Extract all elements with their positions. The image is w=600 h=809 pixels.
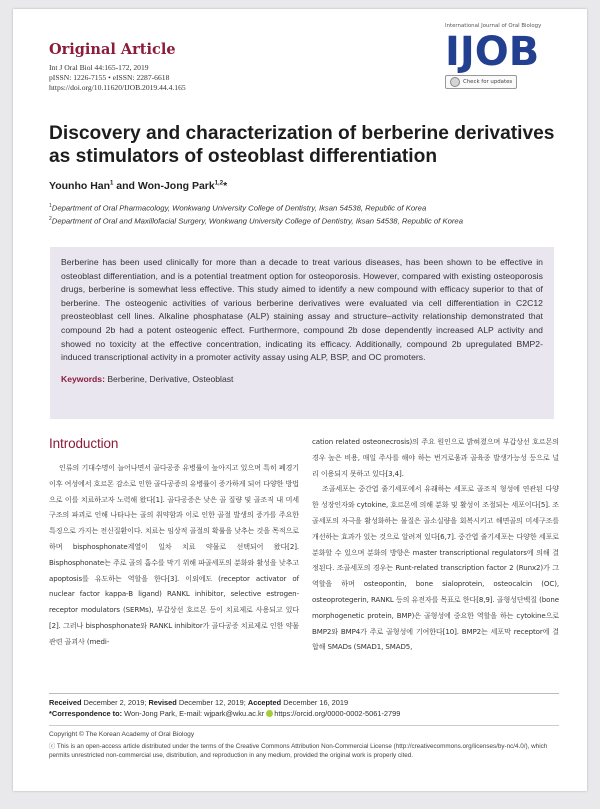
affiliations <box>49 201 569 226</box>
body-column-right <box>312 434 559 655</box>
article-header <box>49 41 186 93</box>
affiliation-item <box>49 214 569 227</box>
citation-meta <box>49 63 186 93</box>
journal-name: International Journal of Oral Biology <box>445 23 542 29</box>
affiliation-text: Department of Oral Pharmacology, Wonkwang University College of Dentistry, Iksan 54538, Republic of Korea <box>51 203 427 213</box>
orcid-link[interactable]: https://orcid.org/0000-0002-5061-2799 <box>274 708 401 718</box>
revised-date: December 12, 2019; <box>176 698 248 707</box>
paragraph: 인류의 기대수명이 늘어나면서 골다공증 유병률이 높아지고 있으며 특히 폐경기 이후 여성에서 호르몬 감소로 인한 골다공증의 유병률이 증가하게 되어 다양한 방법으로 이를 치료하고자 노력해 왔다[1]. 골다공증은 낮은 골 질량 및 골조직 내 미세구조의 파괴로 인해 나타나는 골의 취약함과 이로 인한 골절 발생의 증가를 주요한 특징으로 가지는 전신질환이다. 치료는 임상적 골절의 확률을 낮추는 것을 목적으로 하며 bisphosphonate계열이 일차 치료 약물로 선택되어 왔다[2]. Bisphosphonate는 주로 골의 흡수를 막기 위해 파골세포의 분화와 활성을 낮추고 apoptosis를 유도하는 역할을 한다[3]. 이외에도 (receptor activator of nuclear factor kappa-B ligand) RANKL inhibitor, selective estrogen-receptor modulators (SERMs), 부갑상선 호르몬 등이 치료제로 사용되고 있다[2]. 그러나 bisphosphonate와 RANKL inhibitor가 골다공증 치료제로 인한 약물 관련 골괴사 (medi- <box>49 463 299 646</box>
article-footer <box>49 693 559 760</box>
keywords <box>61 374 543 384</box>
author-conjunction: and <box>113 180 138 192</box>
author-name: Won-Jong Park <box>137 180 215 192</box>
dates-line <box>49 698 559 709</box>
author-affil-sup: 1 <box>110 180 114 187</box>
copyright: Copyright © The Korean Academy of Oral Biology <box>49 731 195 738</box>
corresponding-mark: * <box>223 180 228 192</box>
check-updates-button[interactable] <box>445 75 517 89</box>
received-label: Received <box>49 698 82 707</box>
check-updates-label: Check for updates <box>463 79 513 85</box>
accepted-date: December 16, 2019 <box>281 698 349 707</box>
accepted-label: Accepted <box>247 698 282 707</box>
affiliation-sup: 1 <box>49 203 52 209</box>
section-heading: Introduction <box>49 436 119 451</box>
doi-link[interactable]: https://doi.org/10.11620/IJOB.2019.44.4.165 <box>49 83 186 92</box>
article-page <box>13 9 587 791</box>
journal-logo: IJOB <box>445 29 540 75</box>
paragraph: cation related osteonecrosis)의 주요 원인으로 밝혀졌으며 부갑상선 호르몬의 경우 높은 비용, 매일 주사를 해야 하는 번거로움과 골육종 발생가능성 등으로 널리 이용되지 못하고 있다[3,4]. <box>312 437 559 478</box>
author-name: Younho Han <box>49 180 111 192</box>
license-block <box>49 725 559 760</box>
correspondence-line <box>49 709 559 720</box>
citation: Int J Oral Biol 44:165-172, 2019 <box>49 63 149 72</box>
body-column-left <box>49 434 299 650</box>
article-type-label: Original Article <box>49 41 176 58</box>
affiliation-item <box>49 201 569 214</box>
paragraph: 조골세포는 중간엽 줄기세포에서 유래하는 세포로 골조직 형성에 연관된 다양한 성장인자와 cytokine, 호르몬에 의해 분화 및 활성이 조절되는 세포이다[5]. 조골세포의 자극을 활성화하는 물질은 골소실량을 회복시키고 해면골의 미세구조를 개선하는 효과가 있는 것으로 알려져 있다[6,7]. 중간엽 줄기세포는 다양한 세포로 분화할 수 있으며 분화의 방향은 master transcriptional regulators에 의해 결정된다. 조골세포의 경우는 Runt-related transcription factor 2 (Runx2)가 그 역할을 하며 osteopontin, bone sialoprotein, osteocalcin (OC), osteoprotegerin, RANKL 등의 유전자를 목표로 한다[8,9]. 골형성단백질 (bone morphogenetic protein, BMP)은 골형성에 중요한 역할을 하는 cytokine으로 BMP2와 BMP4가 주로 골형성에 기여한다[10]. BMP2는 세포막 receptor에 결합해 SMADs (SMAD1, SMAD5, <box>312 484 559 652</box>
keywords-list: Berberine, Derivative, Osteoblast <box>104 373 234 384</box>
affiliation-text: Department of Oral and Maxillofacial Surgery, Wonkwang University College of Dentistry, Iksan 54538, Republic of Korea <box>51 216 463 226</box>
correspondence-text: Won-Jong Park, E-mail: wjpark@wku.ac.kr <box>122 708 265 718</box>
article-title: Discovery and characterization of berberine derivatives as stimulators of osteoblast differentiation <box>49 123 555 167</box>
received-date: December 2, 2019; <box>81 698 149 707</box>
license-text: ⓒ This is an open-access article distributed under the terms of the Creative Commons Attribution Non-Commercial License (http://creativecommons.org/licenses/by-nc/4.0/), which permits unrestricted non-commercial use, distribution, and reproduction in any medium, provided the original work is properly cited. <box>49 743 548 759</box>
abstract-text: Berberine has been used clinically for more than a decade to treat various diseases, has been shown to be effective in osteoblast differentiation, and is a potential treatment option for osteoporosis. However, compared with existing osteoporosis drugs, berberine is somewhat less effective. This study aimed to identify a new compound with efficacy superior to that of berberine. The osteogenic activities of various berberine derivatives were evaluated via cell differentiation in C2C12 preosteoblast cell lines. Alkaline phosphatase (ALP) staining assay and structure–activity relationship demonstrated that compound 2b had a potent osteogenic effect. Furthermore, compound 2b dose dependently increased ALP activity and showed no toxicity at the effective concentration, indicating its efficacy. Additionally, compound 2b upregulated BMP2-induced transcriptional activity in a promoter activity assay using ALP, BSP, and OC promoters. <box>61 257 543 363</box>
author-affil-sup: 1,2 <box>214 180 224 187</box>
revised-label: Revised <box>148 698 177 707</box>
crossmark-icon <box>450 77 460 87</box>
author-list <box>49 180 227 192</box>
keywords-label: Keywords: <box>61 373 105 384</box>
orcid-icon <box>266 710 273 717</box>
abstract-box <box>50 247 554 419</box>
journal-brand <box>445 23 563 91</box>
affiliation-sup: 2 <box>49 215 52 222</box>
correspondence-label: *Correspondence to: <box>49 708 123 718</box>
issn: pISSN: 1226-7155 • eISSN: 2287-6618 <box>49 73 170 82</box>
